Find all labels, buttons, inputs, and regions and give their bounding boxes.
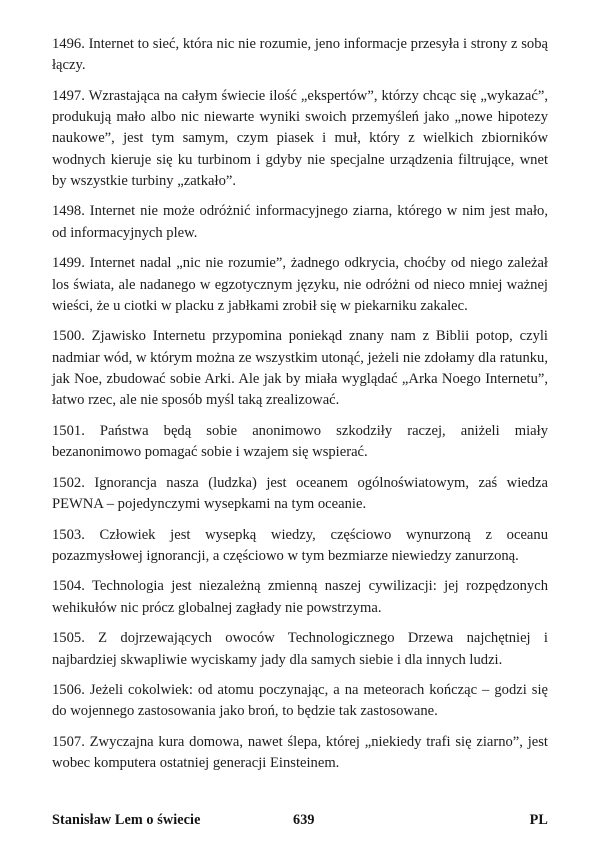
aphorism-paragraph: 1503. Człowiek jest wysepką wiedzy, częściowo wynurzoną z oceanu pozazmysłowej ignorancji, a częściowo w tym bezmiarze niewiedzy zanurzoną. xyxy=(52,526,548,564)
aphorism-paragraph: 1506. Jeżeli cokolwiek: od atomu poczynając, a na meteorach kończąc – godzi się do wojennego zastosowania jako broń, to będzie tak zastosowane. xyxy=(52,682,548,720)
footer-book-title: Stanisław Lem o świecie xyxy=(52,812,201,828)
aphorism-paragraph: 1504. Technologia jest niezależną zmienną naszej cywilizacji: jej rozpędzonych wehikułów nic prócz globalnej zagłady nie powstrzyma. xyxy=(52,578,548,616)
aphorism-paragraph: 1502. Ignorancja nasza (ludzka) jest oceanem ogólnoświatowym, zaś wiedza PEWNA – pojedynczymi wysepkami na tym oceanie. xyxy=(52,474,548,512)
footer-page-number: 639 xyxy=(293,812,315,828)
aphorism-paragraph: 1505. Z dojrzewających owoców Technologicznego Drzewa najchętniej i najbardziej skwapliwie wyciskamy jady dla samych siebie i dla innych ludzi. xyxy=(52,630,548,668)
aphorism-paragraph: 1499. Internet nadal „nic nie rozumie”, żadnego odkrycia, choćby od niego zależał los świata, ale nadanego w egzotycznym języku, nie odróżni od nieco mniej ważnej wieści, że u ciotki w placku z jabłkami zrobił się w piekarniku zakalec. xyxy=(52,255,548,314)
aphorism-paragraph: 1500. Zjawisko Internetu przypomina poniekąd znany nam z Biblii potop, czyli nadmiar wód, w którym można ze wszystkim utonąć, jeżeli nie zdołamy dla ratunku, jak Noe, zbudować sobie Arki. Ale jak by miała wyglądać „Arka Noego Internetu”, łatwo rzec, ale nie sposób myśl taką zrealizować. xyxy=(52,328,548,409)
footer-language-code: PL xyxy=(529,812,548,828)
aphorism-paragraph: 1497. Wzrastająca na całym świecie ilość „ekspertów”, którzy chcąc się „wykazać”, produkują mało albo nic niewarte wyniki swoich przemyśleń jako „nowe hipotezy naukowe”, jest tym samym, czym piasek i muł, który z wielkich zbiorników wodnych kieruje się ku turbinom i gdyby nie specjalne urządzenia filtrujące, wnet by wszystkie turbiny „zatkało”. xyxy=(52,87,548,189)
aphorism-paragraph: 1501. Państwa będą sobie anonimowo szkodziły raczej, aniżeli miały bezanonimowo pomagać sobie i wzajem się wspierać. xyxy=(52,422,548,460)
aphorism-paragraph: 1507. Zwyczajna kura domowa, nawet ślepa, której „niekiedy trafi się ziarno”, jest wobec komputera ostatniej generacji Einsteinem. xyxy=(52,734,548,772)
page-body xyxy=(52,34,548,775)
aphorism-paragraph: 1498. Internet nie może odróżnić informacyjnego ziarna, którego w nim jest mało, od informacyjnych plew. xyxy=(52,203,548,241)
page-footer xyxy=(52,812,548,832)
aphorism-paragraph: 1496. Internet to sieć, która nic nie rozumie, jeno informacje przesyła i strony z sobą łączy. xyxy=(52,36,548,74)
